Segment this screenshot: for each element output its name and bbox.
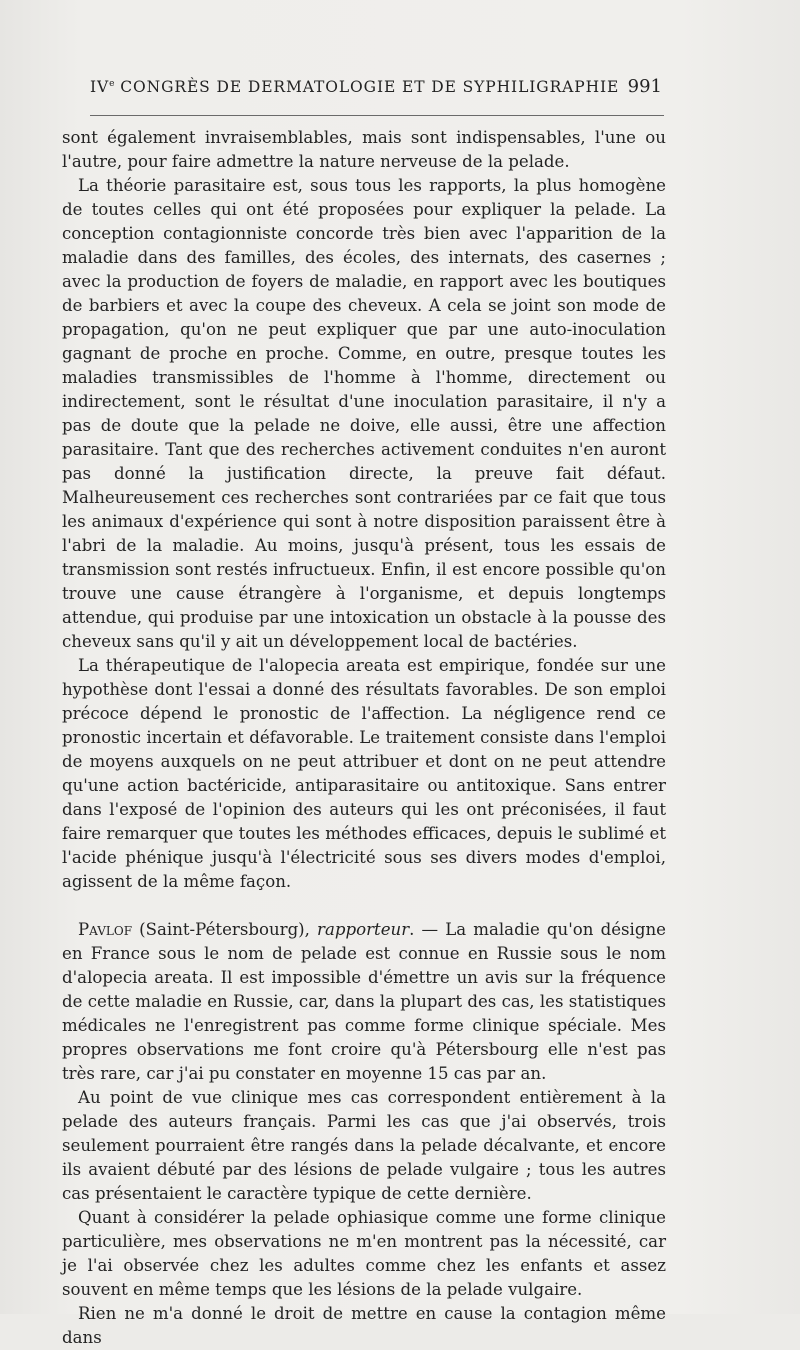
paragraph-7: Rien ne m'a donné le droit de mettre en cause la contagion même dans [62, 1304, 666, 1347]
title-rest: CONGRÈS DE DERMATOLOGIE ET DE SYPHILIGRAPHIE [114, 78, 620, 96]
paragraph-6: Quant à considérer la pelade ophiasique comme une forme clinique particulière, mes observations ne m'en montrent pas la nécessité, car je l'ai observée chez les adultes comme chez les enfants et assez souvent en même temps que les lésions de la pelade vulgaire. [62, 1208, 666, 1299]
speaker-place: (Saint-Pétersbourg), [132, 920, 318, 939]
paragraph-2: La théorie parasitaire est, sous tous les rapports, la plus homogène de toutes celles qui ont été proposées pour expliquer la pelade. La conception contagionniste concorde très bien avec l'apparition de la maladie dans des familles, des écoles, des internats, des casernes ; avec la production de foyers de maladie, en rapport avec les boutiques de barbiers et avec la coupe des cheveux. A cela se joint son mode de propagation, qu'on ne peut expliquer que par une auto-inoculation gagnant de proche en proche. Comme, en outre, presque toutes les maladies transmissibles de l'homme à l'homme, directement ou indirectement, sont le résultat d'une inoculation parasitaire, il n'y a pas de doute que la pelade ne doive, elle aussi, être une affection parasitaire. Tant que des recherches activement conduites n'en auront pas donné la justification directe, la preuve fait défaut. Malheureusement ces recherches sont contrariées par ce fait que tous les animaux d'expérience qui sont à notre disposition paraissent être à l'abri de la maladie. Au moins, jusqu'à présent, tous les essais de transmission sont restés infructueux. Enfin, il est encore possible qu'on trouve une cause étrangère à l'organisme, et depuis longtemps attendue, qui produise par une intoxication un obstacle à la pousse des cheveux sans qu'il y ait un développement local de bactéries. [62, 176, 666, 651]
paragraph-1: sont également invraisemblables, mais sont indispensables, l'une ou l'autre, pour faire admettre la nature nerveuse de la pelade. [62, 128, 666, 171]
title-superscript: e [109, 78, 115, 89]
title-prefix: IV [90, 78, 110, 96]
running-title [90, 78, 619, 96]
paragraph-4-text: . — La maladie qu'on désigne en France sous le nom de pelade est connue en Russie sous le nom d'alopecia areata. Il est impossible d'émettre un avis sur la fréquence de cette maladie en Russie, car, dans la plupart des cas, les statistiques médicales ne l'enregistrent pas comme forme clinique spéciale. Mes propres observations me font croire qu'à Pétersbourg elle n'est pas très rare, car j'ai pu constater en moyenne 15 cas par an. [62, 920, 666, 1083]
page-number: 991 [627, 76, 662, 97]
paragraph-5: Au point de vue clinique mes cas correspondent entièrement à la pelade des auteurs français. Parmi les cas que j'ai observés, trois seulement pourraient être rangés dans la pelade décalvante, et encore ils avaient débuté par des lésions de pelade vulgaire ; tous les autres cas présentaient le caractère typique de cette dernière. [62, 1088, 666, 1203]
body-text [62, 126, 666, 1350]
paragraph-3: La thérapeutique de l'alopecia areata est empirique, fondée sur une hypothèse dont l'essai a donné des résultats favorables. De son emploi précoce dépend le pronostic de l'affection. La négligence rend ce pronostic incertain et défavorable. Le traitement consiste dans l'emploi de moyens auxquels on ne peut attribuer et dont on ne peut attendre qu'une action bactéricide, antiparasitaire ou antitoxique. Sans entrer dans l'exposé de l'opinion des auteurs qui les ont préconisées, il faut faire remarquer que toutes les méthodes efficaces, depuis le sublimé et l'acide phénique jusqu'à l'électricité sous ses divers modes d'emploi, agissent de la même façon. [62, 656, 666, 891]
speaker-name: Pavlof [78, 920, 133, 939]
header-rule [90, 115, 664, 116]
paragraph-4 [62, 918, 666, 1086]
running-header [90, 76, 662, 97]
speaker-role: rapporteur [317, 920, 410, 939]
